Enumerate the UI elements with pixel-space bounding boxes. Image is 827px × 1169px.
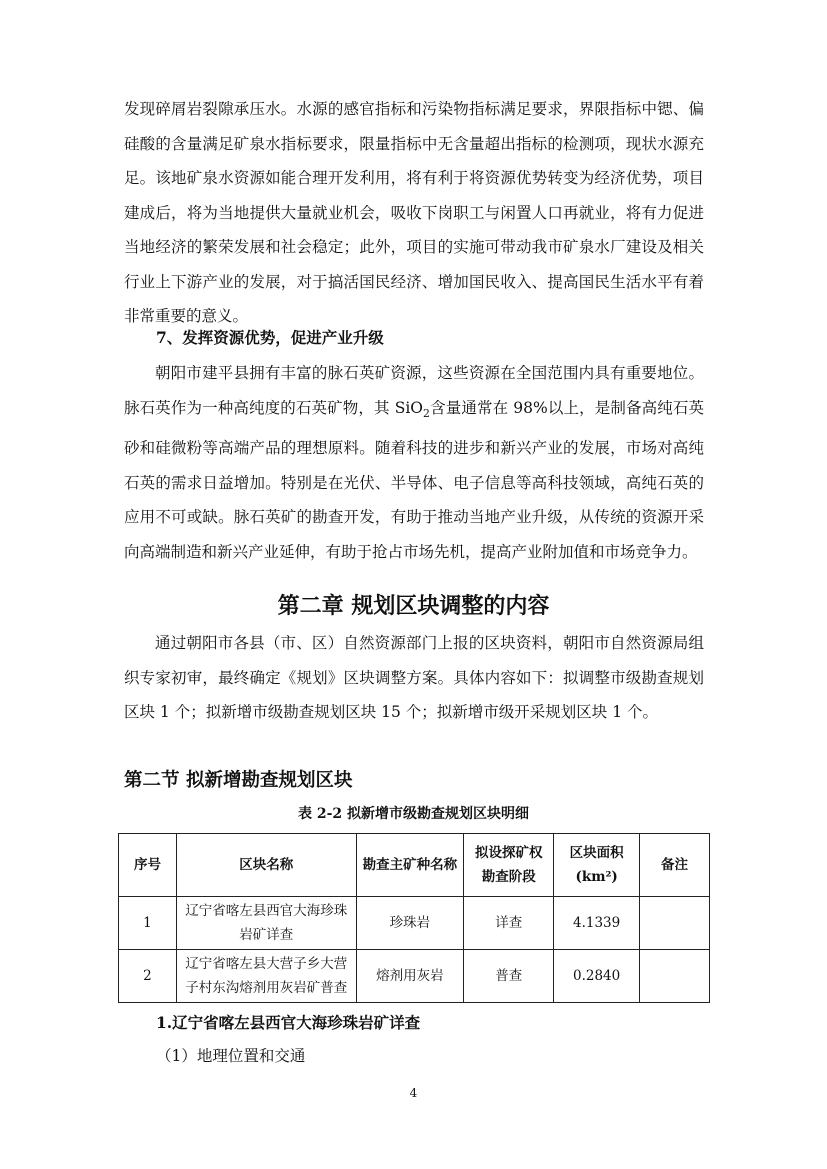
paragraph-quartz-part-b: 含量通常在 98%以上，是制备高纯石英砂和硅微粉等高端产品的理想原料。随着科技的进步和新兴产业的发展，市场对高纯石英的需求日益增加。特别是在光伏、半导体、电子信息等高科技领域，高纯石英的应用不可或缺。脉石英矿的勘查开发，有助于推动当地产业升级，从传统的资源开采向高端制造和新兴产业延伸，有助于抢占市场先机，提高产业附加值和市场竞争力。 [124, 398, 704, 561]
paragraph-quartz [124, 356, 704, 569]
table-header-row [119, 834, 710, 897]
paragraph-quartz-part-a: 朝阳市建平县拥有丰富的脉石英矿资源，这些资源在全国范围内具有重要地位。脉石英作为一种高纯度的石英矿物，其 SiO [124, 364, 704, 417]
table-row [119, 897, 710, 950]
block-detail-table [118, 833, 710, 1003]
cell-area: 0.2840 [554, 950, 640, 1003]
cell-block-name: 辽宁省喀左县西官大海珍珠岩矿详查 [176, 897, 356, 950]
subscript-2: 2 [423, 406, 430, 420]
header-index: 序号 [119, 834, 177, 897]
paragraph-adjustment: 通过朝阳市各县（市、区）自然资源部门上报的区块资料，朝阳市自然资源局组织专家初审，最终确定《规划》区块调整方案。具体内容如下：拟调整市级勘查规划区块 1 个；拟新增市级勘查规划区块 15 个；拟新增市级开采规划区块 1 个。 [124, 634, 704, 721]
cell-index: 1 [119, 897, 177, 950]
page-number: 4 [409, 1086, 418, 1100]
chapter-title: 第二章 规划区块调整的内容 [277, 594, 550, 619]
cell-mineral: 珍珠岩 [356, 897, 464, 950]
header-block-name: 区块名称 [176, 834, 356, 897]
header-remarks: 备注 [640, 834, 710, 897]
cell-mineral: 熔剂用灰岩 [356, 950, 464, 1003]
header-area: 区块面积(km²) [554, 834, 640, 897]
table-title: 表 2-2 拟新增市级勘查规划区块明细 [297, 806, 530, 822]
cell-stage: 普查 [464, 950, 554, 1003]
cell-index: 2 [119, 950, 177, 1003]
block-1-item-location: （1）地理位置和交通 [156, 1047, 306, 1065]
header-mineral: 勘查主矿种名称 [356, 834, 464, 897]
subheading-7: 7、发挥资源优势，促进产业升级 [156, 328, 384, 347]
header-stage: 拟设探矿权勘查阶段 [464, 834, 554, 897]
cell-block-name: 辽宁省喀左县大营子乡大营子村东沟熔剂用灰岩矿普查 [176, 950, 356, 1003]
block-1-heading: 1.辽宁省喀左县西官大海珍珠岩矿详查 [156, 1013, 421, 1032]
paragraph-mineral-water: 发现碎屑岩裂隙承压水。水源的感官指标和污染物指标满足要求，界限指标中锶、偏硅酸的含量满足矿泉水指标要求，限量指标中无含量超出指标的检测项，现状水源充足。该地矿泉水资源如能合理开发利用，将有利于将资源优势转变为经济优势，项目建成后，将为当地提供大量就业机会，吸收下岗职工与闲置人口再就业，将有力促进当地经济的繁荣发展和社会稳定；此外，项目的实施可带动我市矿泉水厂建设及相关行业上下游产业的发展，对于搞活国民经济、增加国民收入、提高国民生活水平有着非常重要的意义。 [124, 100, 704, 325]
cell-remarks [640, 897, 710, 950]
cell-remarks [640, 950, 710, 1003]
cell-area: 4.1339 [554, 897, 640, 950]
section-title: 第二节 拟新增勘查规划区块 [124, 770, 353, 791]
table-row [119, 950, 710, 1003]
cell-stage: 详查 [464, 897, 554, 950]
